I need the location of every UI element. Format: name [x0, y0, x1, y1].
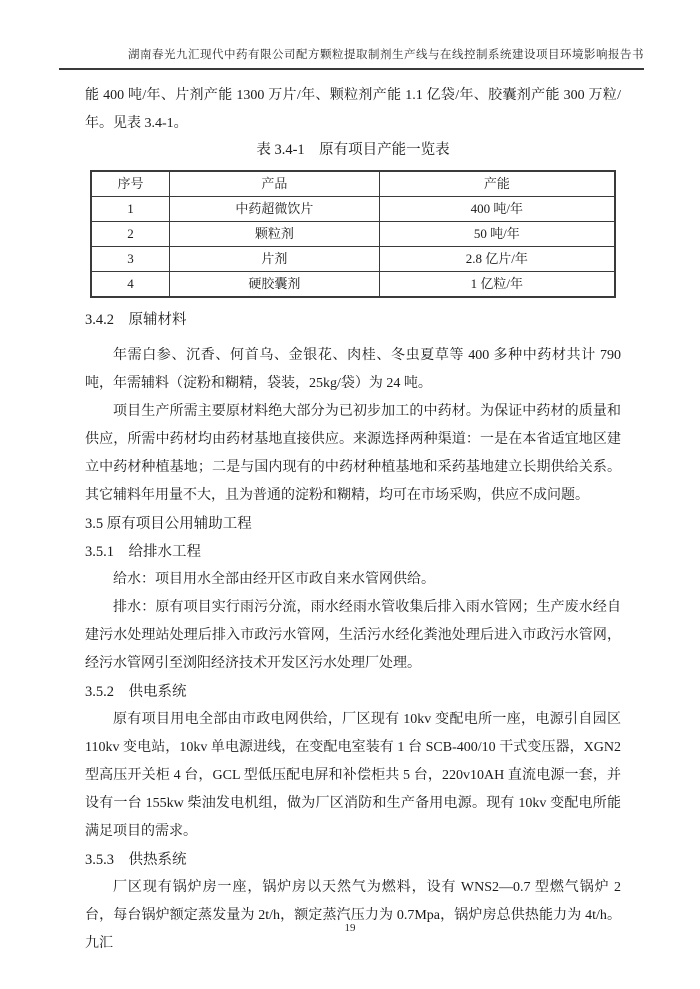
intro-paragraph: 能 400 吨/年、片剂产能 1300 万片/年、颗粒剂产能 1.1 亿袋/年、胶囊剂产能 300 万粒/年。见表 3.4-1。 [85, 88, 621, 131]
paragraph-raw-materials-2: 项目生产所需主要原材料绝大部分为已初步加工的中药材。为保证中药材的质量和供应，所需中药材均由药材基地直接供应。来源选择两种渠道：一是在本省适宜地区建立中药材种植基地；二是与国内现有的中药材种植基地和采药基地建立长期供给关系。其它辅料年用量不大，且为普通的淀粉和糊精，均可在市场采购，供应不成问题。 [85, 404, 621, 503]
table-row [91, 222, 615, 247]
page-footer [0, 921, 700, 935]
section-heading-3-5-3: 3.5.3 供热系统 [85, 852, 187, 868]
cell-capacity: 400 吨/年 [379, 197, 615, 222]
column-header-index: 序号 [91, 171, 170, 197]
table-row [91, 247, 615, 272]
paragraph-raw-materials-1: 年需白参、沉香、何首乌、金银花、肉桂、冬虫夏草等 400 多种中药材共计 790 吨，年需辅料（淀粉和糊精，袋装，25kg/袋）为 24 吨。 [85, 348, 621, 391]
page-header [59, 48, 644, 70]
paragraph-power-system: 原有项目用电全部由市政电网供给，厂区现有 10kv 变配电所一座，电源引自园区 110kv 变电站，10kv 单电源进线，在变配电室装有 1 台 SCB-400/10 干式变压器，XGN2 型高压开关柜 4 台，GCL 型低压配电屏和补偿柜共 5 台，220v10AH 直流电源一套，并设有一台 155kw 柴油发电机组，做为厂区消防和生产备用电源。现有 10kv 变配电所能满足项目的需求。 [85, 712, 621, 839]
cell-index: 3 [91, 247, 170, 272]
paragraph-drainage: 排水：原有项目实行雨污分流，雨水经雨水管收集后排入雨水管网；生产废水经自建污水处理站处理后排入市政污水管网，生活污水经化粪池处理后进入市政污水管网，经污水管网引至浏阳经济技术开发区污水处理厂处理。 [85, 600, 621, 671]
cell-product: 颗粒剂 [170, 222, 380, 247]
section-heading-3-4-2: 3.4.2 原辅材料 [85, 312, 187, 328]
cell-capacity: 2.8 亿片/年 [379, 247, 615, 272]
capacity-table [90, 170, 616, 298]
section-heading-3-5: 3.5 原有项目公用辅助工程 [85, 516, 252, 532]
column-header-capacity: 产能 [379, 171, 615, 197]
cell-capacity: 1 亿粒/年 [379, 272, 615, 298]
page-number: 19 [344, 922, 356, 934]
cell-product: 片剂 [170, 247, 380, 272]
paragraph-heating-system: 厂区现有锅炉房一座，锅炉房以天然气为燃料，设有 WNS2—0.7 型燃气锅炉 2 台，每台锅炉额定蒸发量为 2t/h，额定蒸汽压力为 0.7Mpa，锅炉房总供热能力为 4t/h。九汇 [85, 880, 621, 951]
section-heading-3-5-1: 3.5.1 给排水工程 [85, 544, 201, 560]
section-heading-3-5-2: 3.5.2 供电系统 [85, 684, 187, 700]
cell-index: 4 [91, 272, 170, 298]
cell-index: 2 [91, 222, 170, 247]
cell-index: 1 [91, 197, 170, 222]
table-caption: 表 3.4-1 原有项目产能一览表 [256, 142, 450, 158]
cell-product: 硬胶囊剂 [170, 272, 380, 298]
report-header-title: 湖南春光九汇现代中药有限公司配方颗粒提取制剂生产线与在线控制系统建设项目环境影响报告书 [128, 49, 644, 61]
paragraph-water-supply: 给水：项目用水全部由经开区市政自来水管网供给。 [113, 572, 435, 587]
cell-product: 中药超微饮片 [170, 197, 380, 222]
page-body [85, 82, 621, 958]
table-row [91, 197, 615, 222]
column-header-product: 产品 [170, 171, 380, 197]
table-header-row [91, 171, 615, 197]
cell-capacity: 50 吨/年 [379, 222, 615, 247]
table-row [91, 272, 615, 298]
